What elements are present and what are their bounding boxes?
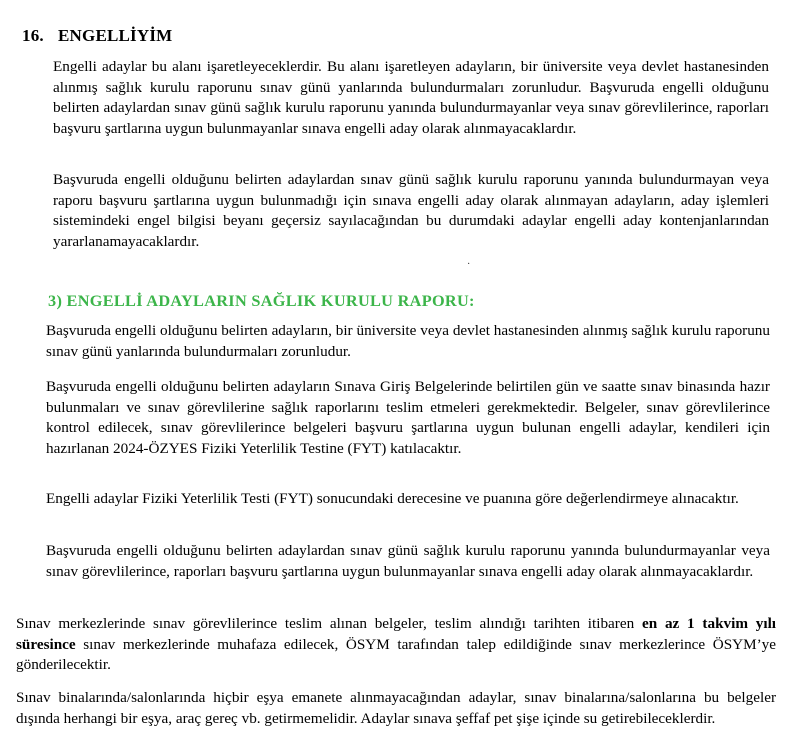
stray-mark: · xyxy=(467,259,471,270)
section-number: 16. xyxy=(22,26,44,45)
subsection-paragraph-4: Başvuruda engelli olduğunu belirten adaylardan sınav günü sağlık kurulu raporunu yanında bulundurmayanlar veya sınav görevlilerince, raporları başvuru şartlarına uygun bulunmayanlar sınava engelli aday olarak alınmayacaklardır. xyxy=(46,542,770,580)
section-paragraph-1: Engelli adaylar bu alanı işaretleyeceklerdir. Bu alanı işaretleyen adayların, bir üniversite veya devlet hastanesinden alınmış sağlık kurulu raporunu sınav günü yanlarında bulundurmaları zorunludur. Başvuruda engelli olduğunu belirten adaylardan sınav günü sağlık kurulu raporunu yanında bulundurmayanlar veya sınav görevlilerince, raporları başvuru şartlarına uygun bulunmayanlar sınava engelli aday olarak alınmayacaklardır. xyxy=(53,58,769,137)
closing-bold-text: en az 1 takvim yılı süresince xyxy=(16,615,777,653)
closing-paragraph-1 xyxy=(16,614,776,676)
closing-paragraph-2: Sınav binalarında/salonlarında hiçbir eşya emanete alınmayacağından adaylar, sınav binalarına/salonlarına bu belgeler dışında herhangi bir eşya, araç gereç vb. getirmemelidir. Adaylar sınava şeffaf pet şişe içinde su getirebileceklerdir. xyxy=(16,689,776,727)
section-heading xyxy=(22,26,172,46)
section-paragraph-2: Başvuruda engelli olduğunu belirten adaylardan sınav günü sağlık kurulu raporunu yanında bulundurmayan veya raporu başvuru şartlarına uygun bulunmadığı için sınava engelli aday olarak alınmayan adayların, aday işlemleri sistemindeki engel bilgisi beyanı geçersiz sayılacağından bu durumdaki adaylar engelli aday kontenjanlarından yararlanamayacaklardır. xyxy=(53,171,769,250)
subsection-paragraph-2: Başvuruda engelli olduğunu belirten adayların Sınava Giriş Belgelerinde belirtilen gün ve saatte sınav binasında hazır bulunmaları ve sınav görevlilerine sağlık raporlarını teslim etmeleri gerekmektedir. Belgeler, sınav görevlilerince kontrol edilecek, sınav görevlilerince belgeleri başvuru şartlarına uygun bulunan engelli adaylar, kendileri için hazırlanan 2024-ÖZYES Fiziki Yeterlilik Testine (FYT) katılacaktır. xyxy=(46,378,770,457)
closing-text-end: sınav merkezlerinde muhafaza edilecek, ÖSYM tarafından talep edildiğinde sınav merkezlerince ÖSYM’ye gönderilecektir. xyxy=(16,635,777,674)
subsection-paragraph-3: Engelli adaylar Fiziki Yeterlilik Testi (FYT) sonucundaki derecesine ve puanına göre değerlendirmeye alınacaktır. xyxy=(46,490,739,507)
subsection-paragraph-1: Başvuruda engelli olduğunu belirten adayların, bir üniversite veya devlet hastanesinden alınmış sağlık kurulu raporunu sınav günü yanlarında bulundurmaları zorunludur. xyxy=(46,322,770,360)
subsection-heading: 3) ENGELLİ ADAYLARIN SAĞLIK KURULU RAPORU: xyxy=(48,291,475,310)
section-title: ENGELLİYİM xyxy=(58,26,173,45)
closing-text-start: Sınav merkezlerinde sınav görevlilerince teslim alınan belgeler, teslim alındığı tarihten itibaren xyxy=(16,615,635,632)
